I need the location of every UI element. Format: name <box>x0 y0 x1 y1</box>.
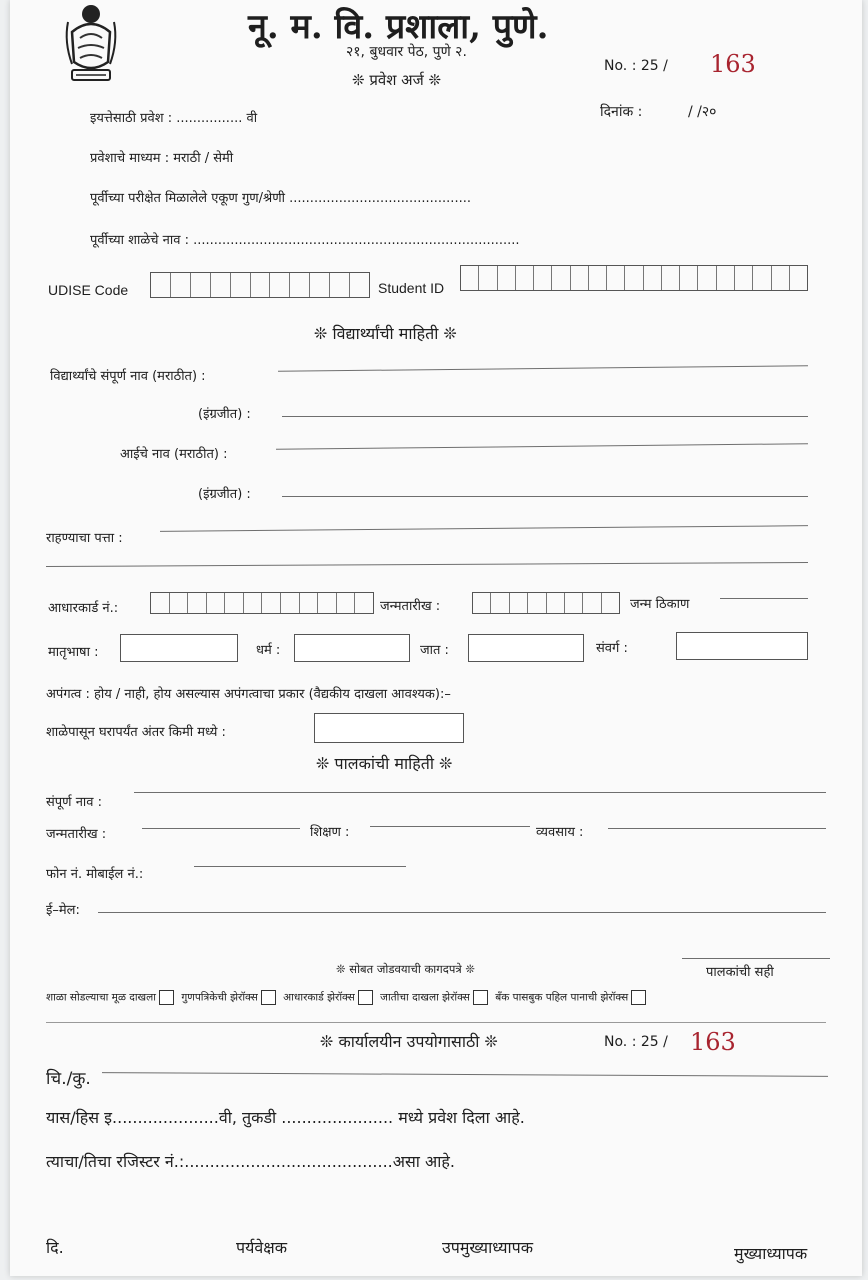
aadhar-label: आधारकार्ड नं.: <box>48 601 119 616</box>
birth-place-line[interactable] <box>720 598 808 599</box>
education-line[interactable] <box>370 826 530 827</box>
doc-marksheet-checkbox[interactable] <box>261 990 276 1005</box>
student-section-title: ❊ विद्यार्थ्यांची माहिती ❊ <box>314 324 457 343</box>
parent-name-label: संपूर्ण नाव : <box>46 795 103 810</box>
disability-field[interactable]: अपंगत्व : होय / नाही, होय असल्यास अपंगत्वाचा प्रकार (वैद्यकीय दाखला आवश्यक):– <box>46 687 451 702</box>
admitted-line[interactable]: यास/हिस इ.....................वी, तुकडी ...................... मध्ये प्रवेश दिला आहे. <box>46 1108 525 1127</box>
previous-school-field[interactable]: पूर्वीच्या शाळेचे नाव : ............................................................................... <box>90 233 520 248</box>
parent-name-line[interactable] <box>134 792 826 793</box>
mother-name-marathi-label: आईचे नाव (मराठीत) : <box>120 447 228 462</box>
aadhar-boxes[interactable] <box>150 592 374 614</box>
previous-marks-field[interactable]: पूर्वीच्या परीक्षेत मिळालेले एकूण गुण/श्रेणी ............................................ <box>90 191 471 206</box>
register-line[interactable]: त्याचा/तिचा रजिस्टर नं.:.........................................असा आहे. <box>46 1152 455 1171</box>
student-name-english-label: (इंग्रजीत) : <box>198 407 251 422</box>
doc-leaving-certificate-label: शाळा सोडल्याचा मूळ दाखला <box>46 991 156 1004</box>
occupation-label: व्यवसाय : <box>536 825 584 840</box>
signature-line[interactable] <box>682 958 830 959</box>
email-label: ई–मेल: <box>46 903 80 918</box>
student-name-marathi-line[interactable] <box>278 365 808 372</box>
principal-label: मुख्याध्यापक <box>734 1244 808 1263</box>
mother-tongue-label: मातृभाषा : <box>48 645 99 660</box>
form-number-label: No. : 25 / <box>604 58 668 74</box>
office-number-value: 163 <box>690 1028 736 1056</box>
phone-label: फोन नं. मोबाईल नं.: <box>46 867 144 882</box>
school-emblem-icon <box>62 2 120 92</box>
date-label: दिनांक : <box>600 104 643 120</box>
doc-caste-certificate-label: जातीचा दाखला झेरॉक्स <box>380 991 470 1004</box>
mother-name-english-label: (इंग्रजीत) : <box>198 487 251 502</box>
attachments-checklist <box>46 990 650 1005</box>
caste-box[interactable] <box>468 634 584 662</box>
category-label: संवर्ग : <box>596 641 628 656</box>
udise-label: UDISE Code <box>48 282 129 298</box>
address-line-1[interactable] <box>160 525 808 532</box>
email-line[interactable] <box>98 912 826 913</box>
chi-line[interactable] <box>102 1072 828 1077</box>
caste-label: जात : <box>420 643 449 658</box>
udise-code-boxes[interactable] <box>150 272 370 298</box>
school-name: नू. म. वि. प्रशाला, पुणे. <box>248 7 549 47</box>
office-section-title: ❊ कार्यालयीन उपयोगासाठी ❊ <box>320 1032 498 1051</box>
address-line-2[interactable] <box>46 562 808 567</box>
mother-name-marathi-line[interactable] <box>276 443 808 450</box>
class-field[interactable]: इयत्तेसाठी प्रवेश : ................ वी <box>90 111 258 126</box>
office-number-label: No. : 25 / <box>604 1034 668 1050</box>
student-name-english-line[interactable] <box>282 416 808 417</box>
attachments-title: ❊ सोबत जोडवयाची कागदपत्रे ❊ <box>336 962 476 976</box>
mother-tongue-box[interactable] <box>120 634 238 662</box>
admission-form-page <box>10 0 862 1276</box>
mother-name-english-line[interactable] <box>282 496 808 497</box>
office-divider <box>46 1022 826 1023</box>
chi-label: चि./कु. <box>46 1069 91 1089</box>
form-title: ❊ प्रवेश अर्ज ❊ <box>352 71 442 89</box>
medium-field[interactable]: प्रवेशाचे माध्यम : मराठी / सेमी <box>90 151 234 166</box>
doc-aadhar-label: आधारकार्ड झेरॉक्स <box>283 991 355 1004</box>
parent-dob-line[interactable] <box>142 828 300 829</box>
form-number-value: 163 <box>710 50 756 78</box>
distance-label: शाळेपासून घरापर्यंत अंतर किमी मध्ये : <box>46 725 226 740</box>
student-name-marathi-label: विद्यार्थ्यांचे संपूर्ण नाव (मराठीत) : <box>50 369 206 384</box>
school-address: २१, बुधवार पेठ, पुणे २. <box>346 44 467 60</box>
address-label: राहण्याचा पत्ता : <box>46 531 123 546</box>
vice-principal-label: उपमुख्याध्यापक <box>442 1238 534 1257</box>
phone-line[interactable] <box>194 866 406 867</box>
doc-leaving-certificate-checkbox[interactable] <box>159 990 174 1005</box>
religion-box[interactable] <box>294 634 410 662</box>
student-dob-boxes[interactable] <box>472 592 620 614</box>
birth-place-label: जन्म ठिकाण <box>630 597 690 612</box>
supervisor-label: पर्यवेक्षक <box>236 1238 288 1257</box>
doc-passbook-label: बँक पासबुक पहिल पानाची झेरॉक्स <box>495 991 629 1004</box>
student-id-label: Student ID <box>378 280 445 296</box>
category-box[interactable] <box>676 632 808 660</box>
parent-signature-label: पालकांची सही <box>706 965 774 980</box>
education-label: शिक्षण : <box>310 825 350 840</box>
student-id-boxes[interactable] <box>460 265 808 291</box>
doc-aadhar-checkbox[interactable] <box>358 990 373 1005</box>
date-field[interactable]: / /२० <box>688 104 717 120</box>
parent-dob-label: जन्मतारीख : <box>46 827 107 842</box>
doc-marksheet-label: गुणपत्रिकेची झेरॉक्स <box>181 991 258 1004</box>
doc-passbook-checkbox[interactable] <box>631 990 646 1005</box>
office-date-label: दि. <box>46 1238 64 1257</box>
doc-caste-certificate-checkbox[interactable] <box>473 990 488 1005</box>
student-dob-label: जन्मतारीख : <box>380 599 441 614</box>
parent-section-title: ❊ पालकांची माहिती ❊ <box>316 754 453 773</box>
religion-label: धर्म : <box>256 643 281 658</box>
distance-box[interactable] <box>314 713 464 743</box>
occupation-line[interactable] <box>608 828 826 829</box>
